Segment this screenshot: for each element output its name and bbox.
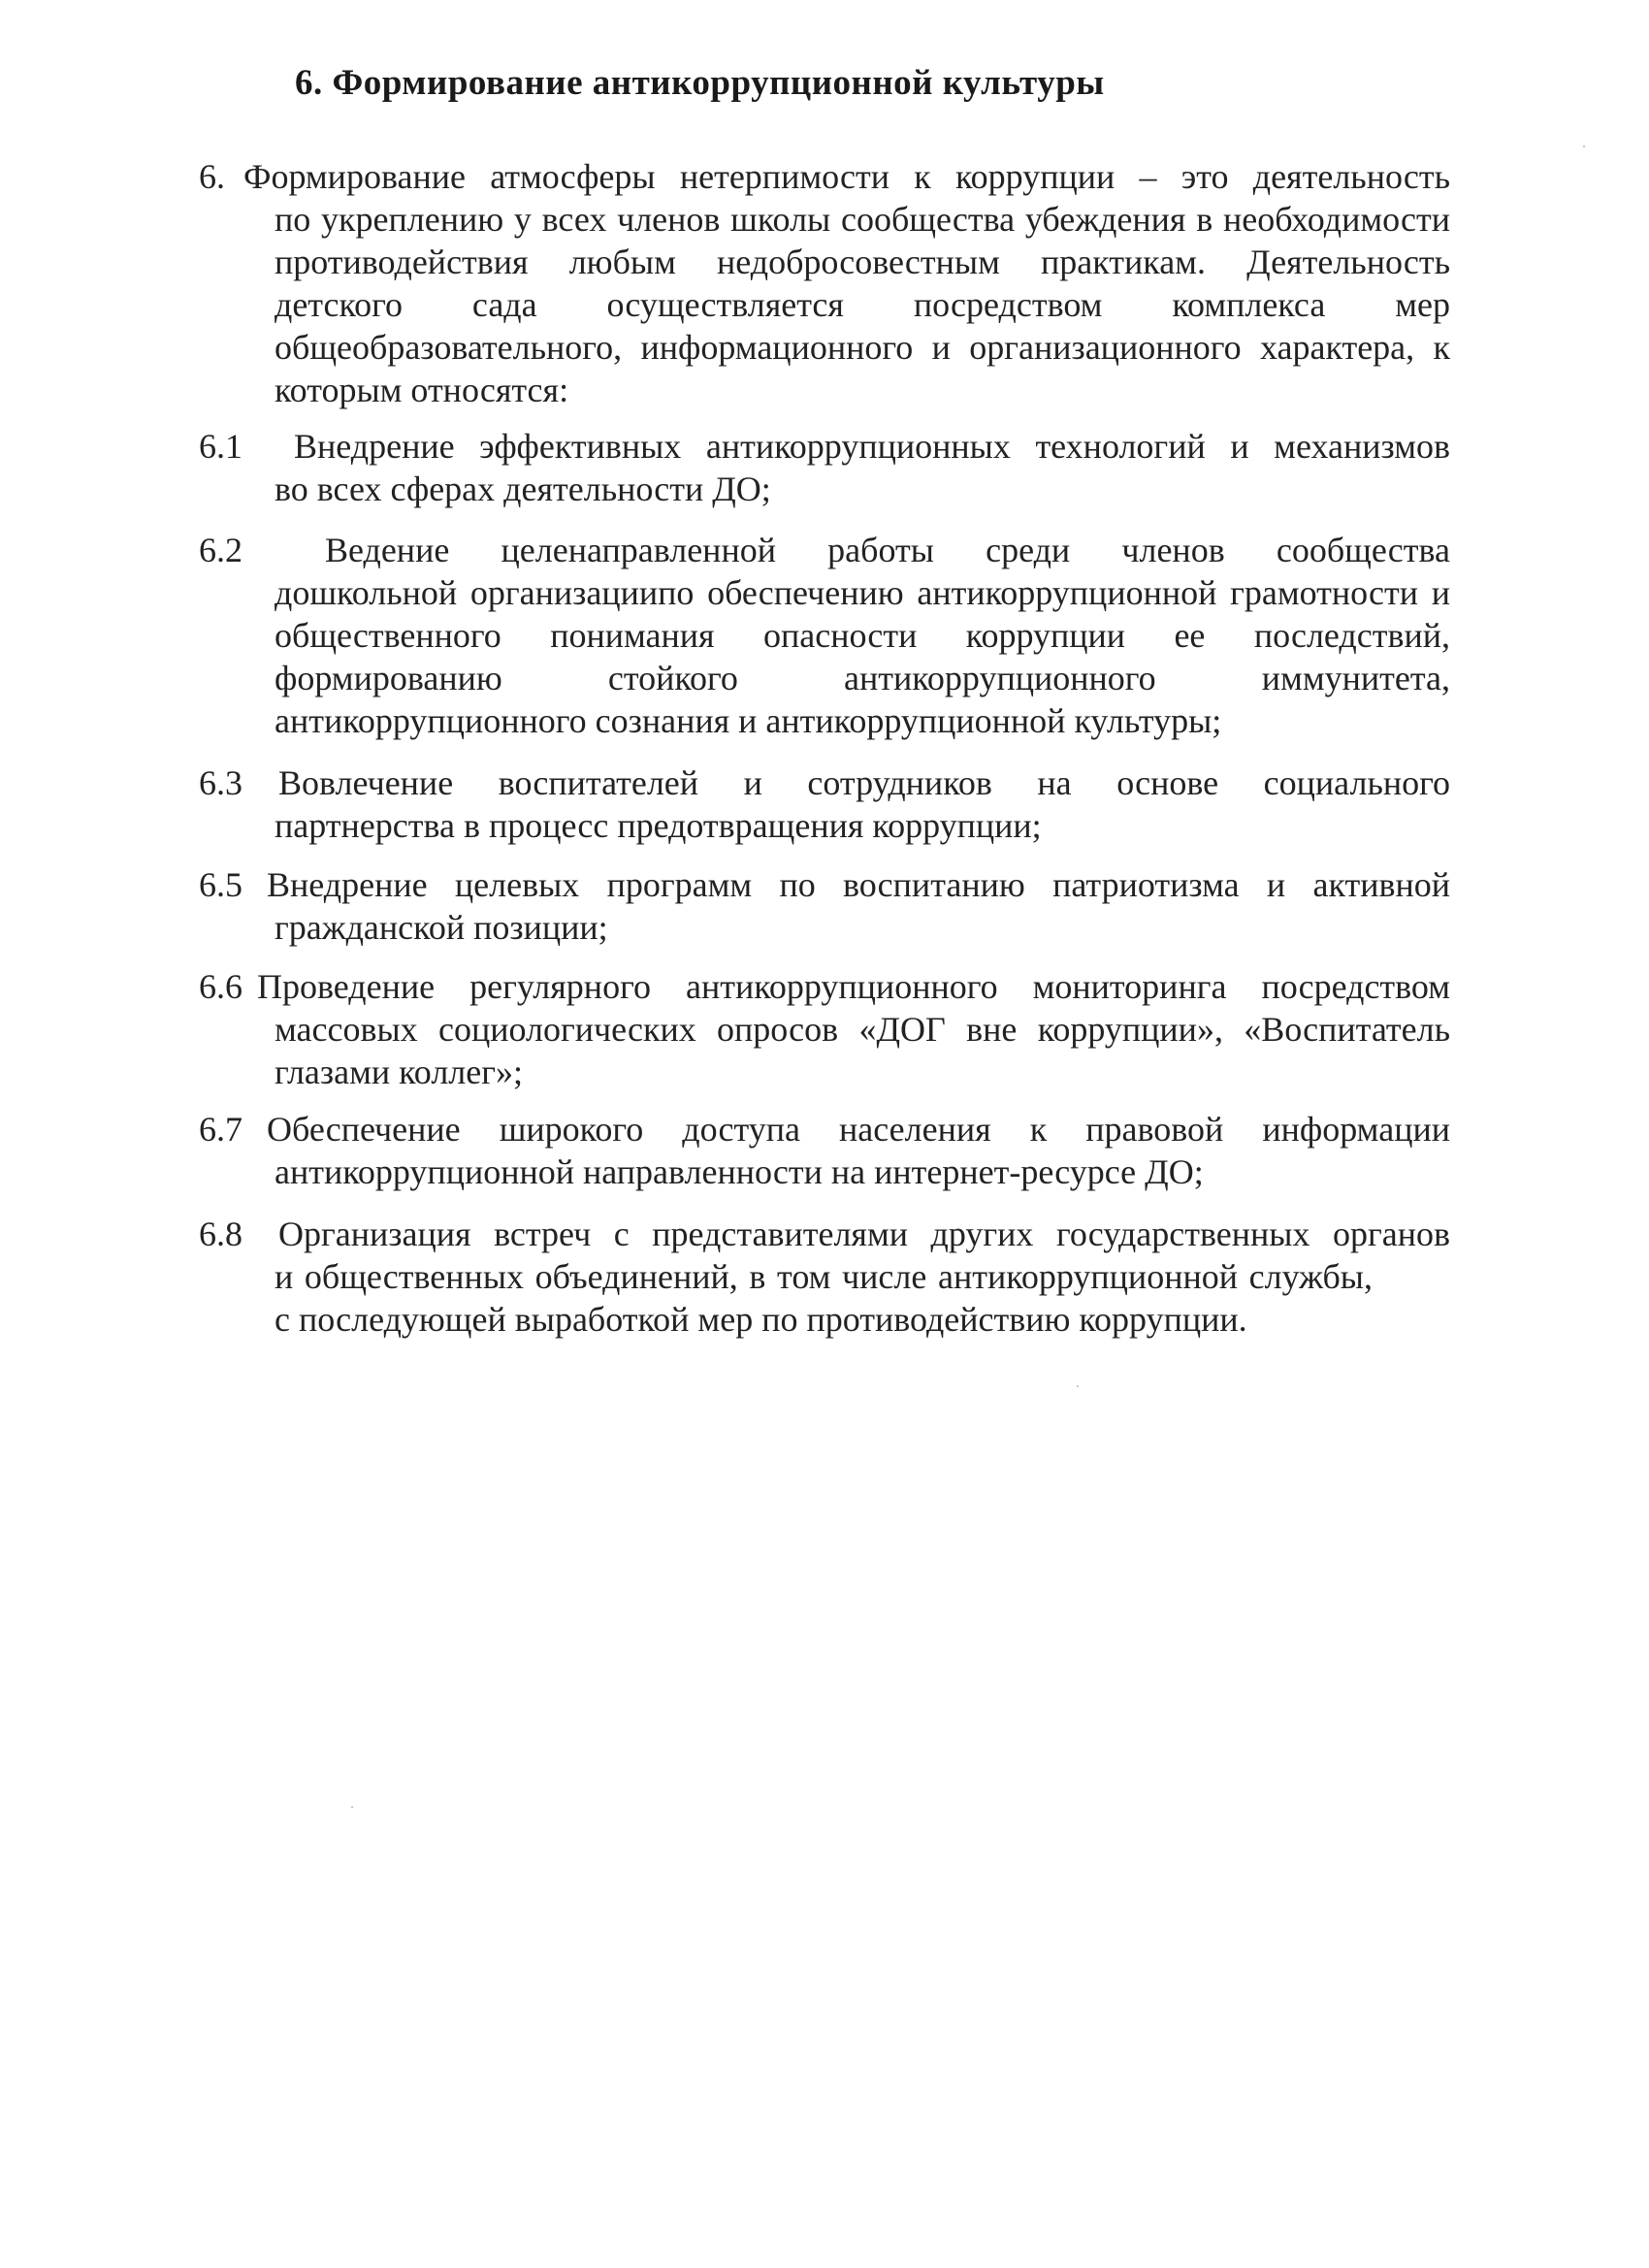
- scan-speck: [1583, 146, 1585, 147]
- item-number: 6.7: [199, 1110, 242, 1149]
- item-first-line: Обеспечение широкого доступа населения к правовой информации: [267, 1110, 1450, 1149]
- item-text: антикоррупционной направленности на интернет-ресурсе ДО;: [275, 1152, 1204, 1191]
- list-item: [199, 1213, 1450, 1341]
- item-first-line: Ведение целенаправленной работы среди членов сообщества: [325, 531, 1450, 569]
- item-first-line: Вовлечение воспитателей и сотрудников на основе социального: [278, 763, 1450, 802]
- item-first-line: Внедрение целевых программ по воспитанию патриотизма и активной: [267, 865, 1450, 904]
- item-first-line: Формирование атмосферы нетерпимости к коррупции – это деятельность: [243, 157, 1450, 196]
- list-item: [199, 529, 1450, 742]
- item-number: 6.8: [199, 1215, 242, 1253]
- item-text: и общественных объединений, в том числе антикоррупционной службы, с последующей выработкой мер по противодействию коррупции.: [275, 1257, 1373, 1339]
- list-item: [199, 155, 1450, 411]
- item-number: 6.6: [199, 967, 242, 1006]
- item-text: массовых социологических опросов «ДОГ вне коррупции», «Воспитатель глазами коллег»;: [275, 1010, 1450, 1091]
- scan-speck: [351, 1806, 353, 1808]
- section-title: 6. Формирование антикоррупционной культуры: [295, 63, 1105, 103]
- item-first-line: Проведение регулярного антикоррупционного мониторинга посредством: [257, 967, 1450, 1006]
- item-number: 6.3: [199, 763, 242, 802]
- list-item: [199, 761, 1450, 847]
- scan-speck: [1077, 1385, 1079, 1387]
- item-text: гражданской позиции;: [275, 908, 608, 947]
- item-text: дошкольной организациипо обеспечению антикоррупционной грамотности и общественного понимания опасности коррупции ее последствий, формированию стойкого антикоррупционного иммунитета, антикоррупционного сознания и антикоррупционной культуры;: [275, 573, 1450, 740]
- list-item: [199, 1108, 1450, 1193]
- item-number: 6.1: [199, 427, 242, 466]
- item-text: во всех сферах деятельности ДО;: [275, 470, 771, 508]
- item-text: по укреплению у всех членов школы сообщества убеждения в необходимости противодействия любым недобросовестным практикам. Деятельность детского сада осуществляется посредством комплекса мер общеобразовательного, информационного и организационного характера, к которым относятся:: [275, 200, 1450, 409]
- list-item: [199, 965, 1450, 1093]
- item-first-line: Внедрение эффективных антикоррупционных технологий и механизмов: [294, 427, 1450, 466]
- item-text: партнерства в процесс предотвращения коррупции;: [275, 806, 1042, 845]
- item-number: 6.2: [199, 531, 242, 569]
- list-item: [199, 863, 1450, 949]
- list-item: [199, 425, 1450, 510]
- item-first-line: Организация встреч с представителями других государственных органов: [278, 1215, 1450, 1253]
- item-number: 6.: [199, 157, 225, 196]
- item-number: 6.5: [199, 865, 242, 904]
